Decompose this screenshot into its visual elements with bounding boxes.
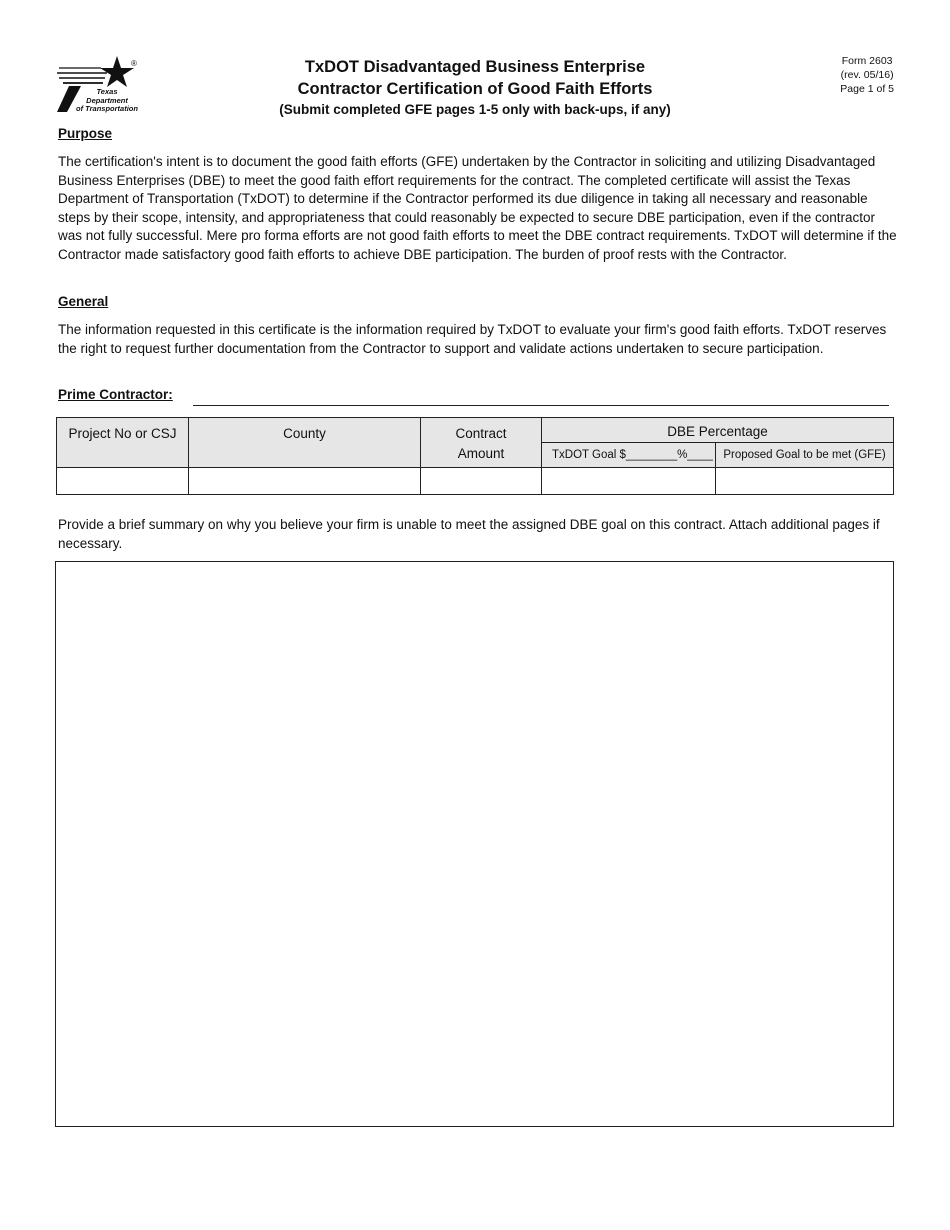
col-county-header: County: [189, 418, 421, 468]
logo-text: Texas Department of Transportation: [76, 87, 138, 113]
title-line-1: TxDOT Disadvantaged Business Enterprise: [304, 58, 646, 76]
proposed-goal-subheader: Proposed Goal to be met (GFE): [716, 443, 894, 468]
registered-mark: ®: [131, 59, 137, 68]
prime-contractor-field[interactable]: [193, 405, 889, 406]
form-number: Form 2603: [841, 55, 893, 67]
page-number: Page 1 of 5: [840, 83, 894, 95]
general-text: The information requested in this certificate is the information required by TxDOT to evaluate your firm's good faith efforts. TxDOT reserves the right to request further documentation from the Contractor to support and validate actions undertaken to secure participation.: [58, 322, 887, 356]
title-line-2: Contractor Certification of Good Faith Efforts: [297, 80, 653, 98]
form-number-block: [840, 54, 894, 96]
summary-prompt: Provide a brief summary on why you believe your firm is unable to meet the assigned DBE goal on this contract. Attach additional pages if necessary.: [58, 517, 880, 551]
purpose-heading: Purpose: [58, 126, 113, 141]
county-input[interactable]: [189, 468, 421, 495]
contract-table: [56, 417, 894, 495]
txdot-goal-subheader[interactable]: TxDOT Goal $________%____: [542, 443, 716, 468]
summary-textarea[interactable]: [55, 561, 894, 1127]
title-line-3: (Submit completed GFE pages 1-5 only with back-ups, if any): [279, 102, 671, 117]
col-contract-amount-header: Contract Amount: [421, 418, 542, 468]
project-no-input[interactable]: [57, 468, 189, 495]
col-dbe-percentage-header: DBE Percentage: [542, 418, 894, 443]
purpose-text: The certification's intent is to document the good faith efforts (GFE) undertaken by the Contractor in soliciting and utilizing Disadvantaged Business Enterprises (DBE) to meet the good faith effort requirements for the contract. The completed certificate will assist the Texas Department of Transportation (TxDOT) to determine if the Contractor performed its due diligence in taking all necessary and reasonable steps by their scope, intensity, and appropriateness that could reasonably be expected to secure DBE participation, even if the contractor was not fully successful. Mere pro forma efforts are not good faith efforts to meet the DBE contract requirements. TxDOT will determine if the Contractor made satisfactory good faith efforts to achieve DBE participation. The burden of proof rests with the Contractor.: [58, 154, 897, 262]
prime-contractor-label: Prime Contractor:: [58, 387, 173, 402]
form-title: [230, 56, 720, 120]
form-revision: (rev. 05/16): [840, 69, 894, 81]
col-project-header: Project No or CSJ: [57, 418, 189, 468]
contract-amount-input[interactable]: [421, 468, 542, 495]
table-row: [57, 468, 894, 495]
general-heading: General: [58, 294, 109, 309]
txdot-goal-input[interactable]: [542, 468, 716, 495]
proposed-goal-input[interactable]: [716, 468, 894, 495]
